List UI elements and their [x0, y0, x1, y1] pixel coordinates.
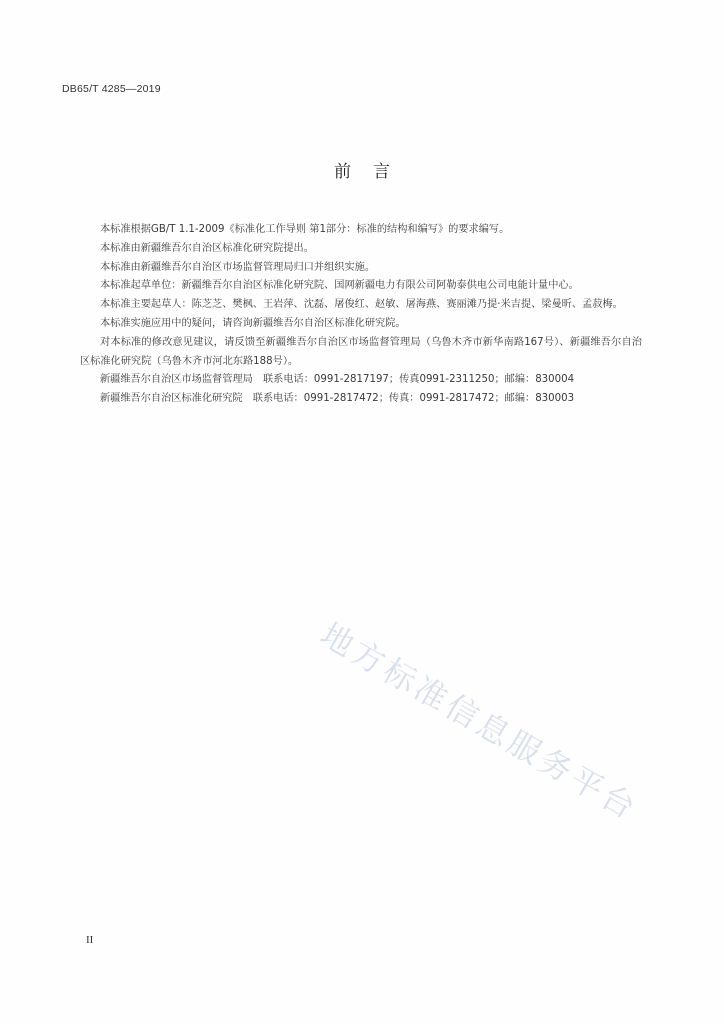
paragraph-drafting-units: 本标准起草单位：新疆维吾尔自治区标准化研究院、国网新疆电力有限公司阿勒泰供电公司电能计量中心。	[100, 280, 579, 292]
document-code: DB65/T 4285—2019	[62, 83, 161, 95]
paragraph-drafters: 本标准主要起草人：陈芝芝、樊枫、王岩萍、沈磊、屠俊红、赵敏、屠海燕、赛丽滩乃提·米吉提、梁曼昕、孟菽梅。	[100, 299, 623, 311]
contact-line-market-bureau: 新疆维吾尔自治区市场监督管理局 联系电话：0991-2817197；传真0991-2311250；邮编：830004	[100, 374, 575, 386]
section-title: 前言	[334, 162, 412, 182]
foreword-body	[80, 221, 642, 409]
paragraph-drafting-basis: 本标准根据GB/T 1.1-2009《标准化工作导则 第1部分：标准的结构和编写》的要求编写。	[100, 224, 510, 235]
paragraph-inquiries: 本标准实施应用中的疑问，请咨询新疆维吾尔自治区标准化研究院。	[100, 317, 406, 329]
paragraph-feedback: 对本标准的修改意见建议，请反馈至新疆维吾尔自治区市场监督管理局（乌鲁木齐市新华南路167号）、新疆维吾尔自治区标准化研究院（乌鲁木齐市河北东路188号）。	[80, 336, 642, 367]
paragraph-administrator: 本标准由新疆维吾尔自治区市场监督管理局归口并组织实施。	[100, 261, 376, 273]
paragraph-proposer: 本标准由新疆维吾尔自治区标准化研究院提出。	[100, 242, 314, 254]
contact-line-standardization-institute: 新疆维吾尔自治区标准化研究院 联系电话：0991-2817472；传真：0991-2817472；邮编：830003	[100, 393, 575, 405]
page-number: II	[86, 934, 94, 946]
platform-watermark: 地方标准信息服务平台	[314, 615, 645, 829]
